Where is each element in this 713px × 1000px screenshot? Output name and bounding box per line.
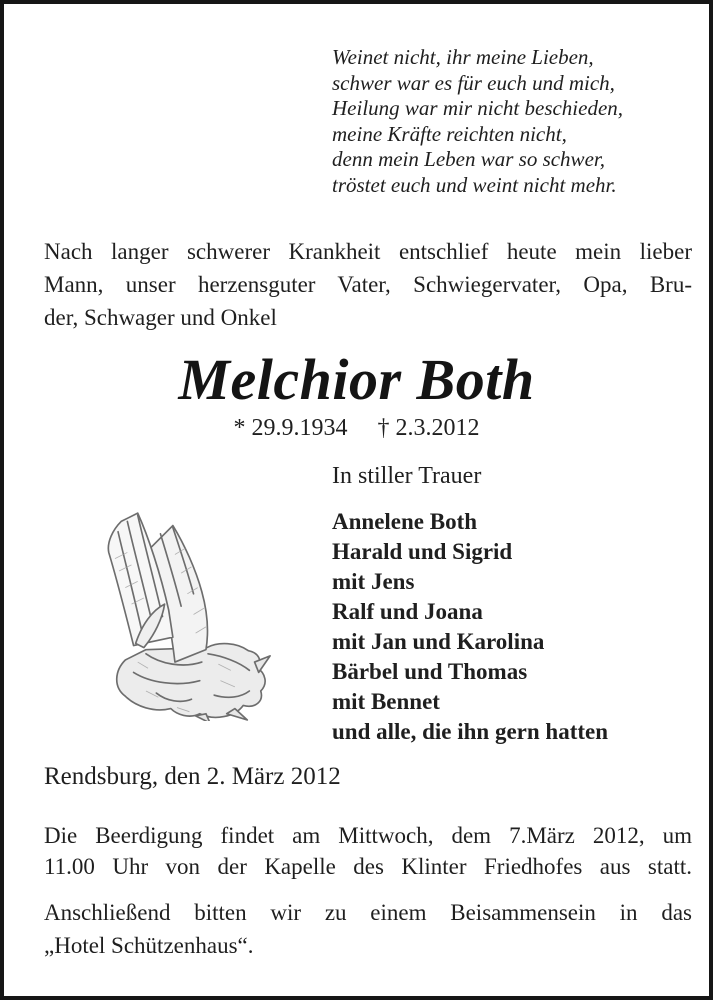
gathering-line: „Hotel Schützenhaus“.	[44, 933, 254, 958]
mourner-name: Annelene Both	[332, 509, 478, 534]
poem-line: tröstet euch und weint nicht mehr.	[332, 172, 617, 197]
announcement-line: der, Schwager und Onkel	[44, 305, 277, 330]
death-date: † 2.3.2012	[377, 415, 480, 441]
life-dates	[4, 415, 709, 442]
funeral-line: 11.00 Uhr von der Kapelle des Klinter Friedhofes aus statt.	[44, 854, 692, 879]
gathering-info	[44, 896, 692, 962]
poem-line: Weinet nicht, ihr meine Lieben,	[332, 45, 594, 69]
funeral-line: Die Beerdigung findet am Mittwoch, dem 7.März 2012, um	[44, 823, 692, 848]
mourner-name: und alle, die ihn gern hatten	[332, 719, 609, 744]
poem-line: schwer war es für euch und mich,	[332, 70, 615, 95]
poem-line: denn mein Leben war so schwer,	[332, 147, 605, 171]
mourner-name: mit Jens	[332, 569, 415, 594]
announcement-line: Mann, unser herzensguter Vater, Schwiegervater, Opa, Bru-	[44, 272, 692, 297]
death-announcement	[44, 235, 692, 334]
mourner-name: mit Bennet	[332, 689, 440, 714]
funeral-info	[44, 820, 692, 882]
mourner-name: Harald und Sigrid	[332, 539, 513, 564]
mourner-name: Bärbel und Thomas	[332, 659, 528, 684]
gathering-line: Anschließend bitten wir zu einem Beisammensein in das	[44, 900, 692, 925]
mourner-name: mit Jan und Karolina	[332, 629, 545, 654]
condolence-poem	[332, 45, 623, 198]
poem-line: meine Kräfte reichten nicht,	[332, 121, 567, 146]
mourner-name: Ralf und Joana	[332, 599, 483, 624]
mourners-list	[332, 507, 608, 747]
mourning-intro: In stiller Trauer	[332, 463, 482, 489]
poem-line: Heilung war mir nicht beschieden,	[332, 96, 624, 120]
praying-hands-icon	[82, 509, 272, 721]
place-date: Rendsburg, den 2. März 2012	[44, 763, 341, 790]
birth-date: * 29.9.1934	[233, 415, 348, 441]
deceased-name: Melchior Both	[178, 347, 535, 412]
announcement-line: Nach langer schwerer Krankheit entschlief heute mein lieber	[44, 239, 692, 264]
